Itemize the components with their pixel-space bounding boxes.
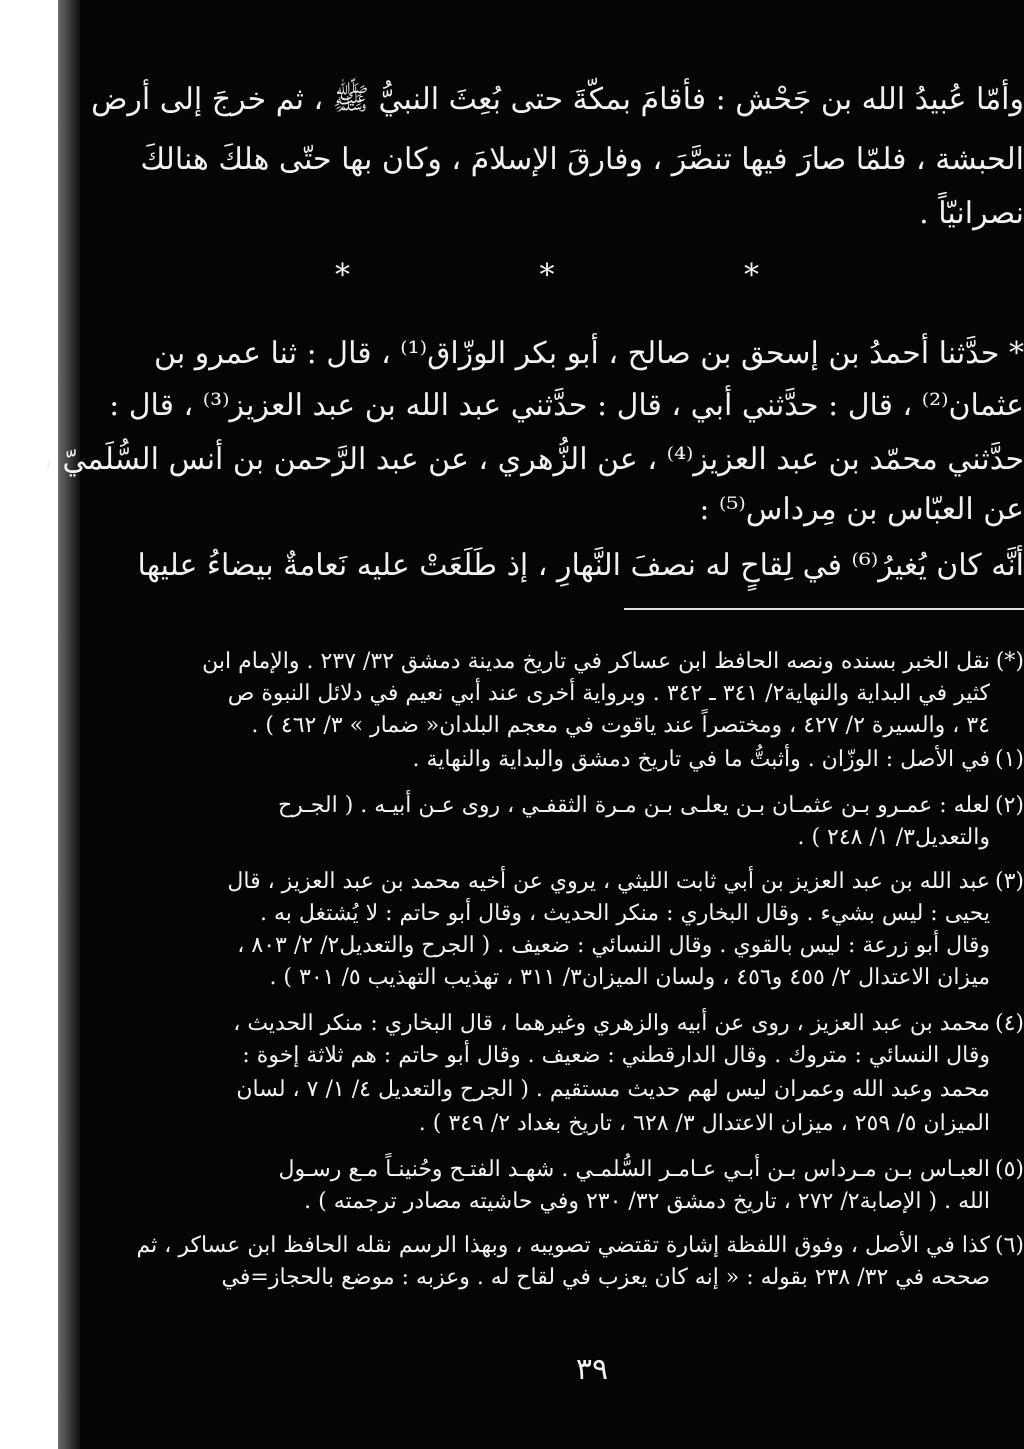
main-text-line: حدَّثني محمّد بن عبد العزيز⁽⁴⁾ ، عن الزُّهري ، عن عبد الرَّحمن بن أنس السُّلَميّ ، (43, 442, 1024, 477)
footnote-text: يحيى : ليس بشيء . وقال البخاري : منكر الحديث ، وقال أبو حاتم : لا يُشتغل به . (260, 901, 990, 926)
footnote-line (160, 744, 1024, 776)
footnote-separator-rule (624, 608, 1024, 610)
footnote-line (160, 1154, 1024, 1186)
footnote-marker: (٤) (994, 1011, 1024, 1036)
main-text-line: نصرانيّاً . (919, 196, 1024, 231)
main-text-line: الحبشة ، فلمّا صارَ فيها تنصَّرَ ، وفارقَ الإسلامَ ، وكان بها حتّى هلكَ هنالكَ (140, 142, 1024, 177)
footnote-text: لعله : عمـرو بـن عثمـان بـن يعلـى بـن مـرة الثقفـي ، روى عـن أبيـه . ( الجـرح (277, 793, 990, 818)
footnote-text: والتعديل٣/ ١/ ٢٤٨ ) . (797, 825, 990, 850)
footnote-text: الميزان ٥/ ٢٥٩ ، ميزان الاعتدال ٣/ ٦٢٨ ، تاريخ بغداد ٢/ ٣٤٩ ) . (418, 1111, 990, 1136)
footnote-text: ميزان الاعتدال ٢/ ٤٥٥ و٤٥٦ ، ولسان الميزان٣/ ٣١١ ، تهذيب التهذيب ٥/ ٣٠١ ) . (269, 965, 990, 990)
main-text-line: عن العبّاس بن مِرداس⁽⁵⁾ : (699, 492, 1024, 527)
section-separator-stars: * * * (334, 258, 850, 293)
footnote-marker: (٣) (994, 869, 1024, 894)
scan-gutter-shadow (58, 0, 80, 1449)
footnote-line (160, 790, 1024, 822)
footnote-text: محمد بن عبد العزيز ، روى عن أبيه والزهري وغيرهما ، قال البخاري : منكر الحديث ، (233, 1011, 990, 1036)
footnote-line (160, 1040, 1024, 1072)
footnote-line (160, 1186, 1024, 1218)
footnote-line (160, 898, 1024, 930)
footnote-line (160, 678, 1024, 710)
book-page (43, 78, 1024, 1408)
footnote-line (160, 822, 1024, 854)
footnote-marker: (١) (994, 747, 1024, 772)
footnote-marker: (*) (995, 649, 1024, 674)
footnote-text: العبـاس بـن مـرداس بـن أبـي عـامـر السُّلمـي . شهـد الفتـح وحُنينـاً مـع رسـول (278, 1157, 990, 1182)
footnote-line (160, 962, 1024, 994)
footnote-text: وقال أبو زرعة : ليس بالقوي . وقال النسائي : ضعيف . ( الجرح والتعديل٢/ ٢/ ٨٠٣ ، (237, 933, 990, 958)
scan-margin (0, 0, 58, 1449)
page-number: ٣٩ (575, 1352, 609, 1387)
footnote-marker: (٦) (994, 1233, 1024, 1258)
footnote-line (136, 1230, 1024, 1262)
footnote-text: في الأصل : الوزّان . وأثبتُّ ما في تاريخ دمشق والبداية والنهاية . (412, 747, 990, 772)
main-text-line: * حدَّثنا أحمدُ بن إسحق بن صالح ، أبو بكر الوزّاق⁽¹⁾ ، قال : ثنا عمرو بن (154, 336, 1024, 371)
footnote-text: ٣٤ ، والسيرة ٢/ ٤٢٧ ، ومختصراً عند ياقوت في معجم البلدان« ضمار » ٣/ ٤٦٢ ) . (251, 713, 990, 738)
footnote-text: كذا في الأصل ، وفوق اللفظة إشارة تقتضي تصويبه ، وبهذا الرسم نقله الحافظ ابن عساكر ، ثم (136, 1233, 990, 1258)
footnote-line (160, 1108, 1024, 1140)
footnote-text: صححه في ٣٢/ ٢٣٨ بقوله : « إنه كان يعزب في لقاح له . وعزبه : موضع بالحجاز=في (221, 1265, 990, 1290)
footnote-marker: (٢) (994, 793, 1024, 818)
footnote-marker: (٥) (994, 1157, 1024, 1182)
footnote-text: كثير في البداية والنهاية٢/ ٣٤١ ـ ٣٤٢ . وبرواية أخرى عند أبي نعيم في دلائل النبوة ص (227, 681, 990, 706)
footnote-line (160, 1008, 1024, 1040)
main-text-line: وأمّا عُبيدُ الله بن جَحْش : فأقامَ بمكّةَ حتى بُعِثَ النبيُّ ﷺ ، ثم خرجَ إلى أرض (91, 82, 1024, 117)
footnote-text: الله . ( الإصابة٢/ ٢٧٢ ، تاريخ دمشق ٣٢/ ٢٣٠ وفي حاشيته مصادر ترجمته ) . (304, 1189, 990, 1214)
footnote-text: وقال النسائي : متروك . وقال الدارقطني : ضعيف . وقال أبو حاتم : هم ثلاثة إخوة : (242, 1043, 990, 1068)
footnote-text: محمد وعبد الله وعمران ليس لهم حديث مستقيم . ( الجرح والتعديل ٤/ ١/ ٧ ، لسان (236, 1077, 990, 1102)
footnote-line (160, 930, 1024, 962)
footnote-line (160, 1262, 1024, 1294)
footnote-line (160, 1074, 1024, 1106)
main-text-line: عثمان⁽²⁾ ، قال : حدَّثني أبي ، قال : حدَّثني عبد الله بن عبد العزيز⁽³⁾ ، قال : (109, 388, 1024, 423)
main-text-line: أنَّه كان يُغيرُ⁽⁶⁾ في لِقاحٍ له نصفَ النَّهارِ ، إذ طَلَعَتْ عليه نَعامةٌ بيضاءُ عليها (137, 548, 1024, 583)
footnote-line (160, 866, 1024, 898)
footnote-text: نقل الخبر بسنده ونصه الحافظ ابن عساكر في تاريخ مدينة دمشق ٣٢/ ٢٣٧ . والإمام ابن (202, 649, 990, 674)
footnote-line (160, 710, 1024, 742)
footnote-line (160, 646, 1024, 678)
footnote-text: عبد الله بن عبد العزيز بن أبي ثابت الليثي ، يروي عن أخيه محمد بن عبد العزيز ، قال (227, 869, 990, 894)
